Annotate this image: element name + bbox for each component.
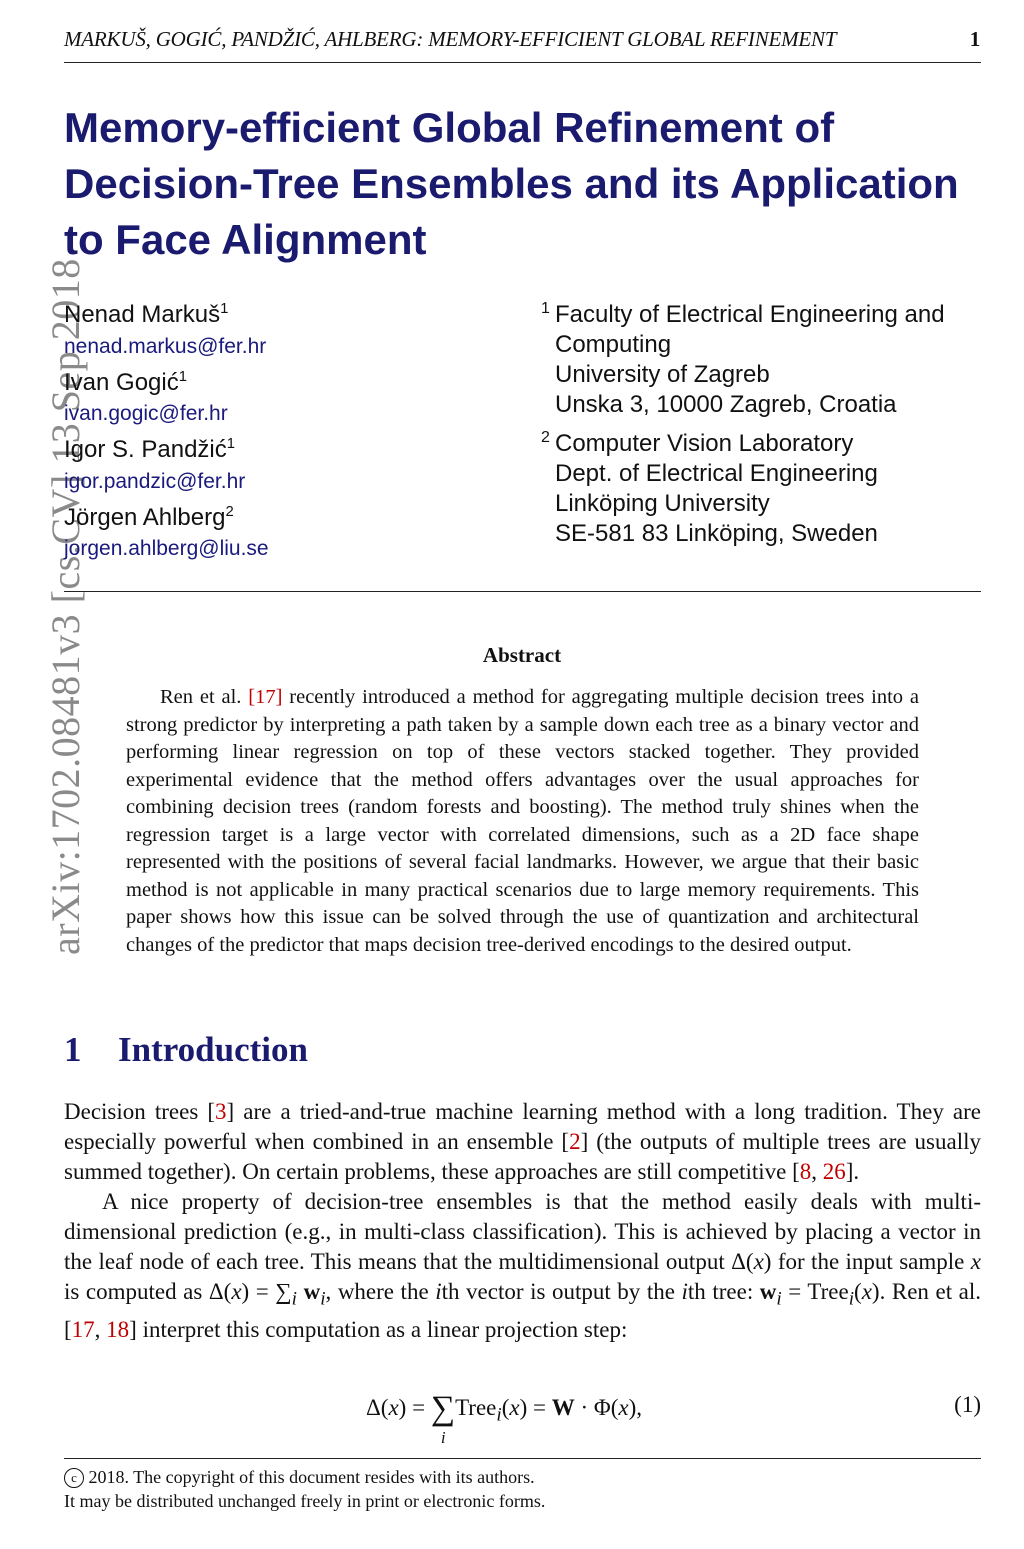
summation-symbol: ∑ i: [430, 1390, 456, 1447]
affiliation-mark: 1: [541, 300, 550, 317]
citation-link[interactable]: 17: [71, 1316, 95, 1342]
introduction-body: [64, 1097, 981, 1345]
affiliation-line: University of Zagreb: [555, 361, 770, 388]
section-title: Introduction: [118, 1030, 308, 1069]
affiliation-line: Linköping University: [555, 490, 770, 517]
author-name: Jörgen Ahlberg$^2$: [64, 504, 234, 531]
equation-number: (1): [954, 1392, 981, 1417]
author-email[interactable]: igor.pandzic@fer.hr: [64, 470, 246, 493]
equation-1: Δ(x) = ∑ i Tree$_i$(x) = W · Φ(x),: [366, 1390, 643, 1447]
title-block-rule: [64, 591, 981, 592]
header-rule: [64, 62, 981, 63]
page-number: 1: [969, 27, 980, 51]
running-title: MARKUŠ, GOGIĆ, PANDŽIĆ, AHLBERG: MEMORY-EFFICIENT GLOBAL REFINEMENT: [64, 27, 837, 51]
abstract-heading: Abstract: [482, 643, 562, 667]
affiliation-1: [555, 300, 945, 420]
citation-link[interactable]: [17]: [248, 686, 283, 708]
abstract-text: Ren et al. [17] recently introduced a method for aggregating multiple decision trees into a strong predictor by interpreting a path taken by a sample down each tree as a binary vector and performing linear regression on top of these vectors stacked together. They provided experimental evidence that the method offers advantages over the usual approaches for combining decision trees (random forests and boosting). The method truly shines when the regression target is a large vector with correlated dimensions, such as a 2D face shape represented with the positions of several facial landmarks. However, we argue that their basic method is not applicable in many practical scenarios due to large memory requirements. This paper shows how this issue can be solved through the use of quantization and architectural changes of the predictor that maps decision tree-derived encodings to the desired output.: [126, 686, 919, 956]
author-name: Nenad Markuš$^1$: [64, 301, 229, 328]
affiliation-line: SE-581 83 Linköping, Sweden: [555, 520, 878, 547]
affiliation-line: Faculty of Electrical Engineering and: [555, 301, 945, 328]
author-email[interactable]: jorgen.ahlberg@liu.se: [64, 537, 269, 560]
section-number: 1: [64, 1030, 82, 1069]
affiliation-mark: 2: [541, 429, 550, 446]
citation-link[interactable]: 3: [215, 1099, 227, 1124]
author-email[interactable]: ivan.gogic@fer.hr: [64, 402, 228, 425]
affiliation-line: Dept. of Electrical Engineering: [555, 460, 878, 487]
arxiv-stamp: arXiv:1702.08481v3 [cs.CV] 13 Sep 2018: [43, 258, 88, 955]
author-email[interactable]: nenad.markus@fer.hr: [64, 335, 267, 358]
citation-link[interactable]: 2: [569, 1129, 581, 1154]
section-heading: [64, 1030, 308, 1070]
citation-link[interactable]: 26: [822, 1159, 846, 1184]
paper-title: Memory-efficient Global Refinement of Decision-Tree Ensembles and its Application to Face Alignment: [64, 104, 959, 263]
footnote-line: c 2018. The copyright of this document resides with its authors.: [64, 1465, 545, 1489]
affiliation-line: Unska 3, 10000 Zagreb, Croatia: [555, 391, 897, 418]
citation-link[interactable]: 8: [799, 1159, 812, 1184]
running-head: [64, 27, 980, 52]
author-name: Igor S. Pandžić$^1$: [64, 436, 236, 463]
author-name: Ivan Gogić$^1$: [64, 369, 188, 396]
footnote-line: It may be distributed unchanged freely in print or electronic forms.: [64, 1491, 546, 1511]
paragraph: Decision trees [3] are a tried-and-true machine learning method with a long tradition. They are especially powerful when combined in an ensemble [2] (the outputs of multiple trees are usually summed together). On certain problems, these approaches are still competitive [8, 26].: [64, 1099, 981, 1184]
footnote-rule: [64, 1458, 981, 1459]
citation-link[interactable]: 18: [106, 1316, 130, 1342]
affiliation-line: Computing: [555, 331, 672, 358]
copyright-icon: c: [64, 1468, 84, 1488]
paragraph: A nice property of decision-tree ensembles is that the method easily deals with multi-dimensional prediction (e.g., in multi-class classification). This is achieved by placing a vector in the leaf node of each tree. This means that the multidimensional output Δ(x) for the input sample x is computed as $\Delta(x) = \sum_i$ $w_i$, where the ith vector is output by the ith tree: $w_i$ = Tree$_i$(x). Ren et al. [17, 18] interpret this computation as a linear projection step:: [64, 1189, 981, 1342]
copyright-footnote: [64, 1465, 545, 1513]
affiliation-line: Computer Vision Laboratory: [555, 430, 854, 457]
affiliation-2: [555, 429, 878, 549]
